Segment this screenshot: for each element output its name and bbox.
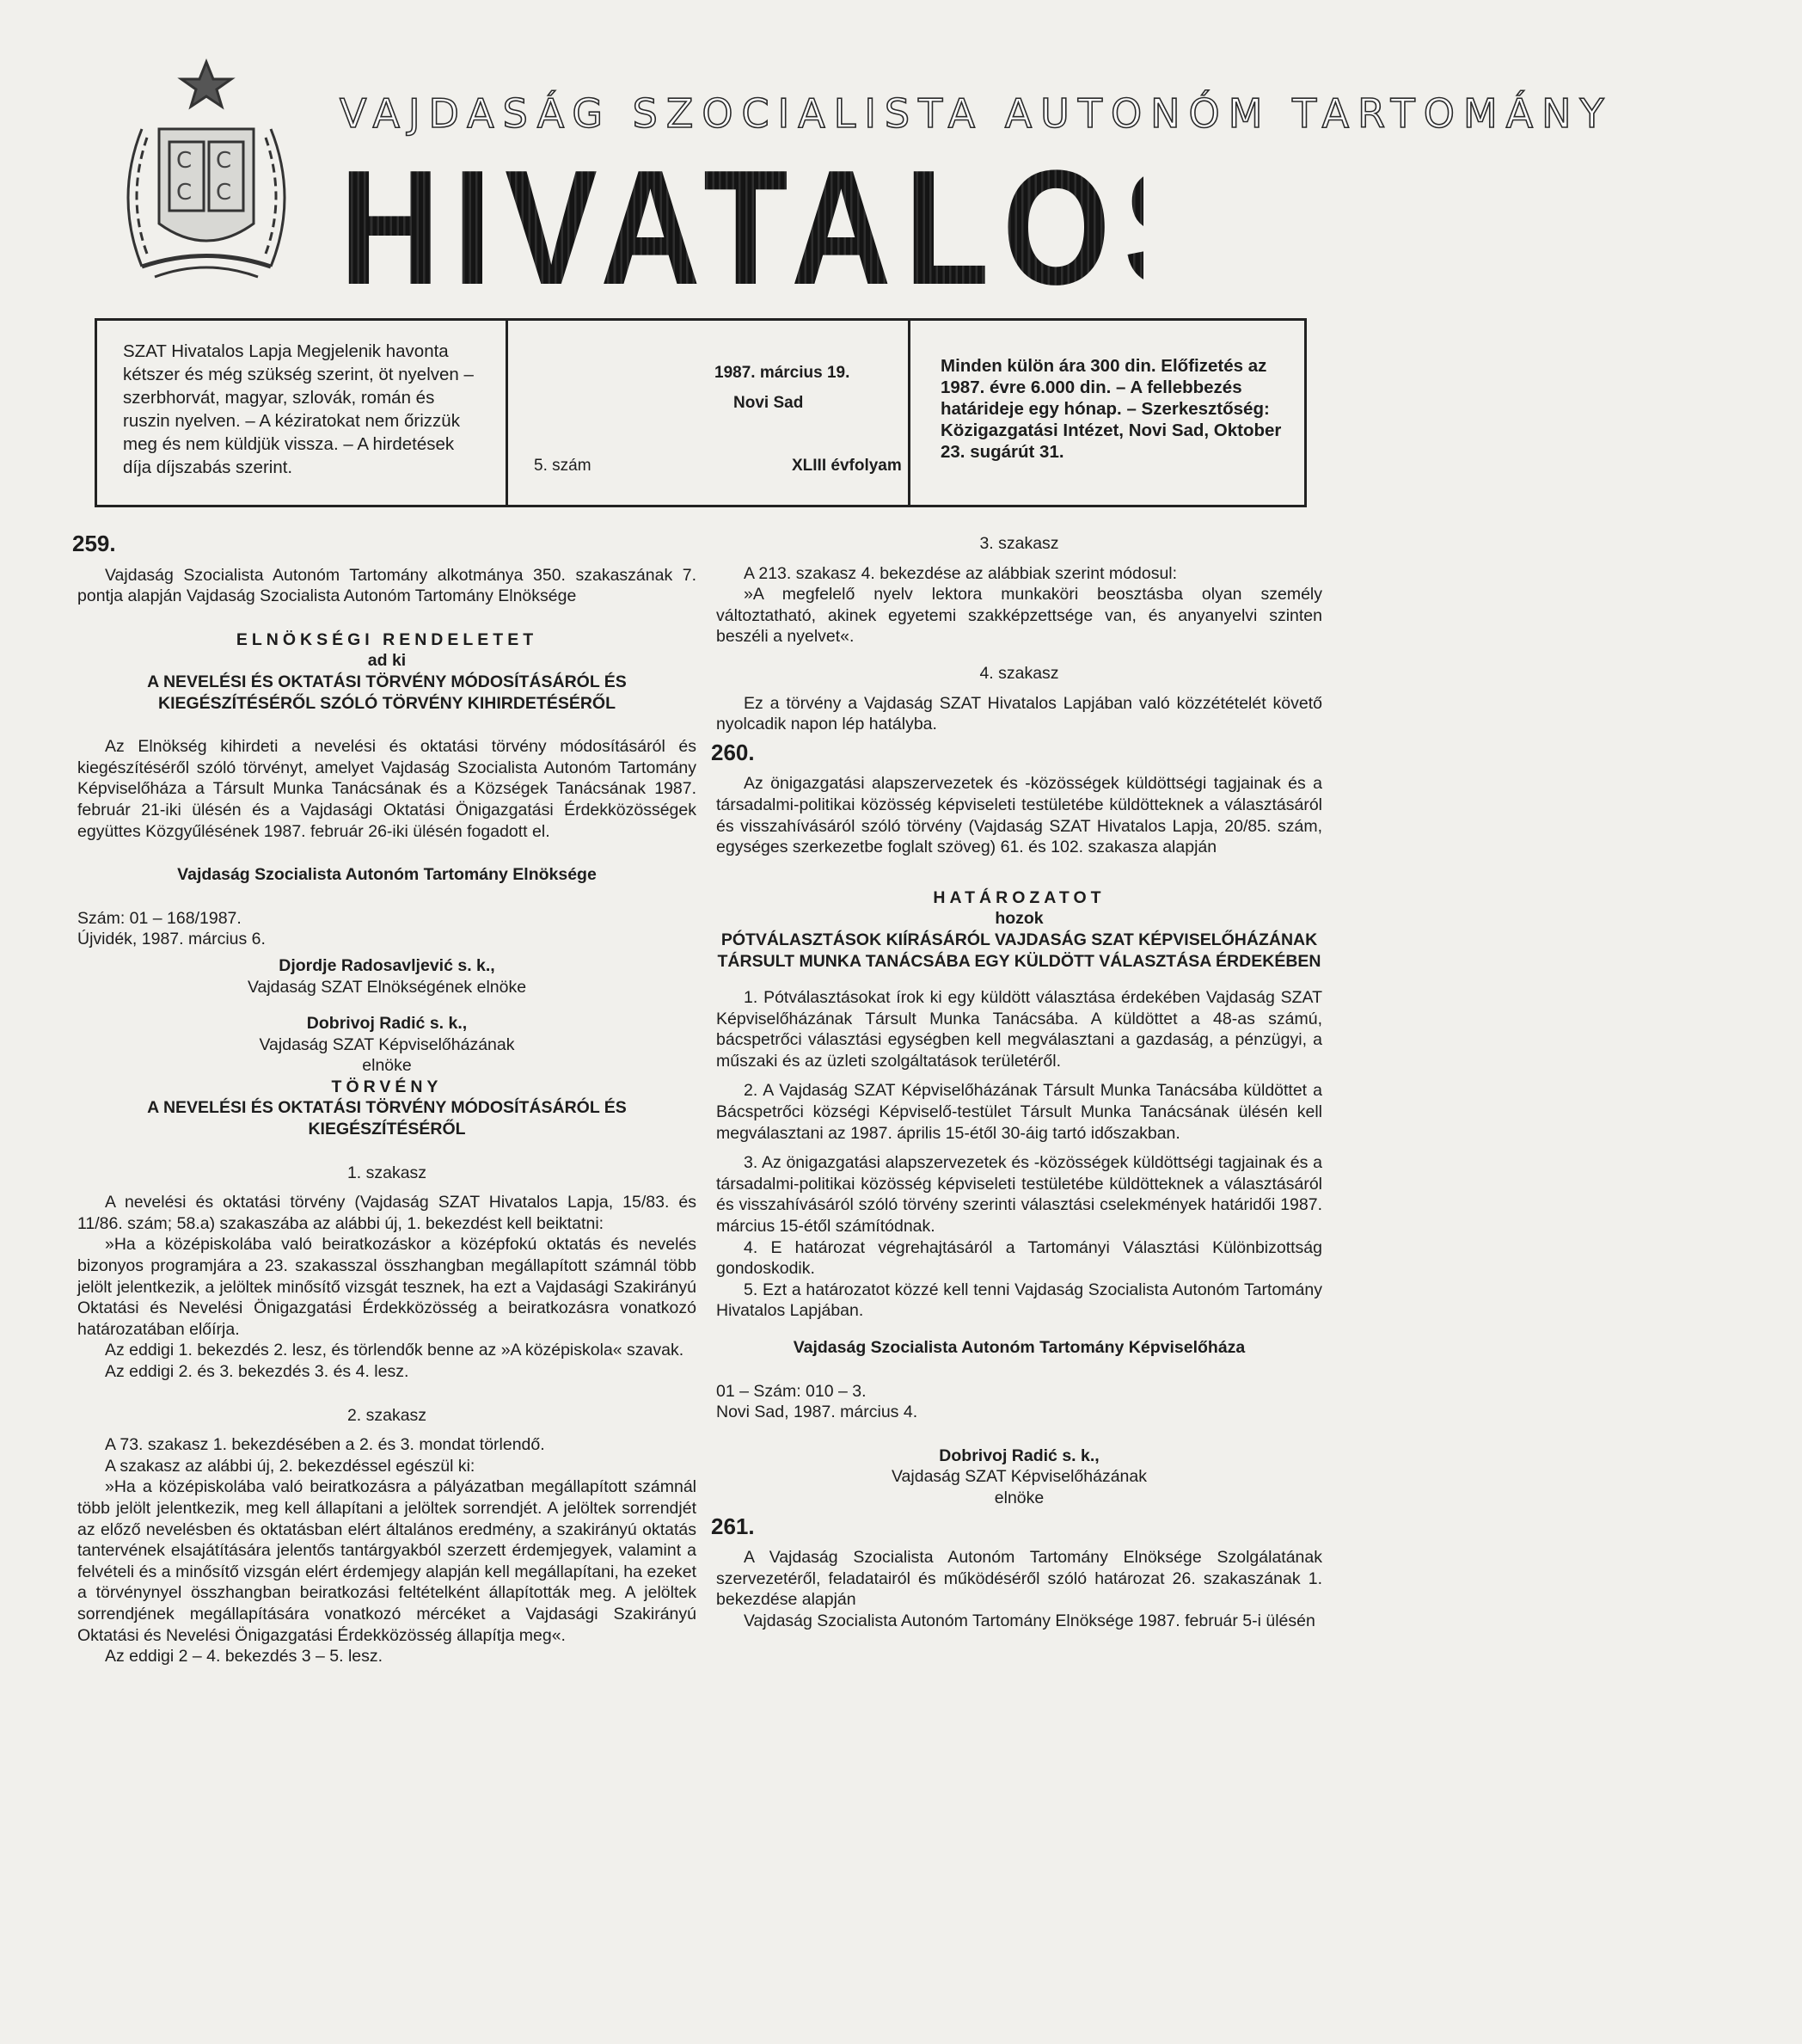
section-1-para-1: A nevelési és oktatási törvény (Vajdaság SZAT Hivatalos Lapja, 15/83. és 11/86. szám; 58.a) szakaszába az alábbi új, 1. bekezdést kell beiktatni: — [77, 1193, 696, 1233]
resolution-point-5: 5. Ezt a határozatot közzé kell tenni Vajdaság Szocialista Autonóm Tartomány Hivatalos Lapjában. — [716, 1280, 1322, 1321]
decree-title: A NEVELÉSI ÉS OKTATÁSI TÖRVÉNY MÓDOSÍTÁSÁRÓL ÉS KIEGÉSZÍTÉSÉRŐL SZÓLÓ TÖRVÉNY KIHIRDETÉSÉRŐL — [147, 672, 627, 713]
issue-details-cell — [508, 321, 910, 505]
svg-text:C: C — [216, 148, 232, 174]
publication-notice-cell — [97, 321, 508, 505]
svg-text:C: C — [216, 180, 232, 206]
subscription-info: Minden külön ára 300 din. Előfizetés az 1987. évre 6.000 din. – A fellebbezés határideje egy hónap. – Szerkesztőség: Közigazgatási Intézet, Novi Sad, Oktober 23. sugárút 31. — [941, 356, 1282, 462]
decree-keyword: ELNÖKSÉGI RENDELETET — [236, 629, 538, 649]
law-title: A NEVELÉSI ÉS OKTATÁSI TÖRVÉNY MÓDOSÍTÁSÁRÓL ÉS KIEGÉSZÍTÉSÉRŐL — [147, 1098, 627, 1139]
resolution-keyword: HATÁROZATOT — [933, 887, 1106, 907]
section-2-para-4: Az eddigi 2 – 4. bekezdés 3 – 5. lesz. — [105, 1647, 383, 1667]
section-4-heading: 4. szakasz — [979, 663, 1059, 683]
act-261-para-2: Vajdaság Szocialista Autonóm Tartomány Elnöksége 1987. február 5-i ülésén — [744, 1611, 1315, 1630]
svg-text:C: C — [176, 180, 193, 206]
section-1-para-2: »Ha a középiskolába való beiratkozáskor a középfokú oktatás és nevelés bizonyos programjára a 23. szakasszal összhangban megállapított számnál több jelölt jelentkezik, a jelöltek minősítő vizsgát tesznek, ha ezt a Vajdasági Szakirányú Oktatási és Nevelési Önigazgatási Érdekközösség a beiratkozásra vonatkozó határozatában előírja. — [77, 1235, 696, 1339]
act-261-intro: A Vajdaság Szocialista Autonóm Tartomány Elnöksége Szolgálatának szervezetéről, feladatairól és működéséről szóló határozat 26. szakaszának 1. bekezdése alapján — [716, 1548, 1322, 1610]
act-number-261: 261. — [711, 1513, 755, 1539]
resolution-point-1: 1. Pótválasztásokat írok ki egy küldött választása érdekében Vajdaság SZAT Képviselőházának Társult Munka Tanácsába. A küldöttet a 48-as számú, bácspetrőci választási egységben kell megválasztani a gazdaság, a pénzügyi, a műszaki és az üzleti szolgáltatások területéről. — [716, 988, 1322, 1071]
decree-ref-number: Szám: 01 – 168/1987. — [77, 908, 242, 928]
right-column — [711, 533, 1322, 1632]
resolution-intro: Az önigazgatási alapszervezetek és -közösségek küldöttségi tagjainak és a társadalmi-politikai közösség képviseleti testületébe küldötteknek a választásáról és visszahívásáról szóló törvény (Vajdaság SZAT Hivatalos Lapja, 20/85. szám, egységes szerkezetbe foglalt szöveg) 61. és 102. szakasza alapján — [716, 774, 1322, 857]
act-number-260: 260. — [711, 739, 755, 765]
section-1-para-4: Az eddigi 2. és 3. bekezdés 3. és 4. lesz. — [105, 1362, 409, 1381]
section-4-para-1: Ez a törvény a Vajdaság SZAT Hivatalos Lapjában való közzétételét követő nyolcadik napon lép hatályba. — [716, 693, 1322, 734]
signature-name-1: Djordje Radosavljević s. k., — [279, 955, 495, 975]
section-3-para-2: »A megfelelő nyelv lektora munkaköri beosztásba olyan személy változtatható, akinek egyetemi szakképzettsége van, és anyanyelvi szinten beszéli a nyelvet«. — [716, 585, 1322, 647]
section-2-para-3: »Ha a középiskolába való beiratkozásra a pályázatban megállapított számnál több jelölt jelentkezik, meg kell állapítani a jelöltek sorrendjét. A jelöltek sorrendjét az előző nevelésben és oktatásban elért általános eredmény, a szakirányú oktatás tantervének elsajátítására jelentős tantárgyakból szerzett érdemjegyek, valamint a felvételi és a minősítő vizsgán elért érdemjegy alapján kell megállapítani, ha ezeket a törvénynyel összhangban beiratkozási feltételként állapították meg. A jelöltek sorrendjének megállapítására vonatkozó mércéket a Vajdasági Szakirányú Oktatási és Nevelési Önigazgatási Érdekközösség állapítja meg«. — [77, 1477, 696, 1645]
issue-place: Novi Sad — [733, 394, 804, 412]
signature-title-3: Vajdaság SZAT Képviselőházának — [891, 1467, 1147, 1487]
section-3-heading: 3. szakasz — [979, 534, 1059, 553]
signature-name-3: Dobrivoj Radić s. k., — [939, 1446, 1100, 1465]
decree-intro: Vajdaság Szocialista Autonóm Tartomány alkotmánya 350. szakaszának 7. pontja alapján Vajdaság Szocialista Autonóm Tartomány Elnöksége — [77, 565, 696, 606]
decree-body: Az Elnökség kihirdeti a nevelési és oktatási törvény módosításáról és kiegészítéséről szóló törvényt, amelyet Vajdaság Szocialista Autonóm Tartomány Képviselőháza a Társult Munka Tanácsának és a Községek Tanácsának 1987. február 21-iki ülésén és a Vajdasági Oktatási Önigazgatási Érdekközösségek együttes Közgyűlésének 1987. február 26-iki ülésén fogadott el. — [77, 737, 696, 841]
svg-text:C: C — [176, 148, 193, 174]
resolution-hozok: hozok — [995, 909, 1044, 929]
publication-notice: SZAT Hivatalos Lapja Megjelenik havonta kétszer és még szükség szerint, öt nyelven – szerbhorvát, magyar, szlovák, román és ruszin nyelven. – A kéziratokat nem őrizzük meg és nem küldjük vissza. – A hirdetések díja díjszabás szerint. — [123, 341, 474, 477]
signature-title-2: Vajdaság SZAT Képviselőházának — [259, 1034, 515, 1054]
masthead-title: HIVATALOS LAPJA — [340, 137, 1802, 319]
resolution-point-2: 2. A Vajdaság SZAT Képviselőházának Társult Munka Tanácsába küldöttet a Bácspetrőci községi Képviselő-testület Társult Munka Tanácsának ülésén kell megválasztani az 1987. április 15-étől 30-áig tartó időszakban. — [716, 1081, 1322, 1143]
signature-name-2: Dobrivoj Radić s. k., — [306, 1014, 468, 1034]
decree-adki: ad ki — [367, 651, 407, 671]
resolution-point-4: 4. E határozat végrehajtásáról a Tartományi Választási Különbizottság gondoskodik. — [716, 1237, 1322, 1279]
issue-date: 1987. március 19. — [714, 364, 850, 382]
act-number-259: 259. — [72, 531, 116, 556]
signature-title-1: Vajdaság SZAT Elnökségének elnöke — [247, 977, 527, 997]
resolution-title: PÓTVÁLASZTÁSOK KIÍRÁSÁRÓL VAJDASÁG SZAT KÉPVISELŐHÁZÁNAK TÁRSULT MUNKA TANÁCSÁBA EGY KÜLDÖTT VÁLASZTÁSA ÉRDEKÉBEN — [717, 930, 1321, 971]
section-2-para-2: A szakasz az alábbi új, 2. bekezdéssel egészül ki: — [105, 1456, 475, 1476]
left-column — [72, 531, 696, 1667]
masthead-region-name: VAJDASÁG SZOCIALISTA AUTONÓM TARTOMÁNY — [340, 90, 1613, 137]
issue-number: 5. szám — [534, 457, 591, 475]
section-3-para-1: A 213. szakasz 4. bekezdése az alábbiak szerint módosul: — [744, 563, 1178, 583]
coat-of-arms-emblem-icon — [107, 52, 305, 292]
issue-info-box — [95, 318, 1307, 507]
law-keyword: TÖRVÉNY — [331, 1077, 443, 1096]
resolution-point-3: 3. Az önigazgatási alapszervezetek és -közösségek küldöttségi tagjainak és a társadalmi-politikai közösség képviseleti testületébe küldötteknek a választásáról és visszahívásáról szóló törvény szerinti választási cselekmények határidői 1987. március 15-étől számítódnak. — [716, 1153, 1322, 1237]
signature-title-3b: elnöke — [994, 1488, 1045, 1507]
subscription-cell — [910, 321, 1307, 505]
resolution-ref-number: 01 – Szám: 010 – 3. — [716, 1381, 867, 1401]
resolution-issuer: Vajdaság Szocialista Autonóm Tartomány Képviselőháza — [793, 1338, 1246, 1357]
decree-issuer: Vajdaság Szocialista Autonóm Tartomány Elnöksége — [177, 865, 597, 885]
section-2-para-1: A 73. szakasz 1. bekezdésében a 2. és 3. mondat törlendő. — [105, 1435, 545, 1455]
section-1-heading: 1. szakasz — [346, 1163, 427, 1182]
issue-volume: XLIII évfolyam — [792, 457, 902, 475]
decree-ref-date: Újvidék, 1987. március 6. — [77, 930, 266, 949]
section-2-heading: 2. szakasz — [346, 1405, 427, 1425]
signature-title-2b: elnöke — [362, 1056, 412, 1076]
section-1-para-3: Az eddigi 1. bekezdés 2. lesz, és törlendők benne az »A középiskola« szavak. — [105, 1341, 684, 1360]
resolution-ref-date: Novi Sad, 1987. március 4. — [716, 1403, 918, 1422]
